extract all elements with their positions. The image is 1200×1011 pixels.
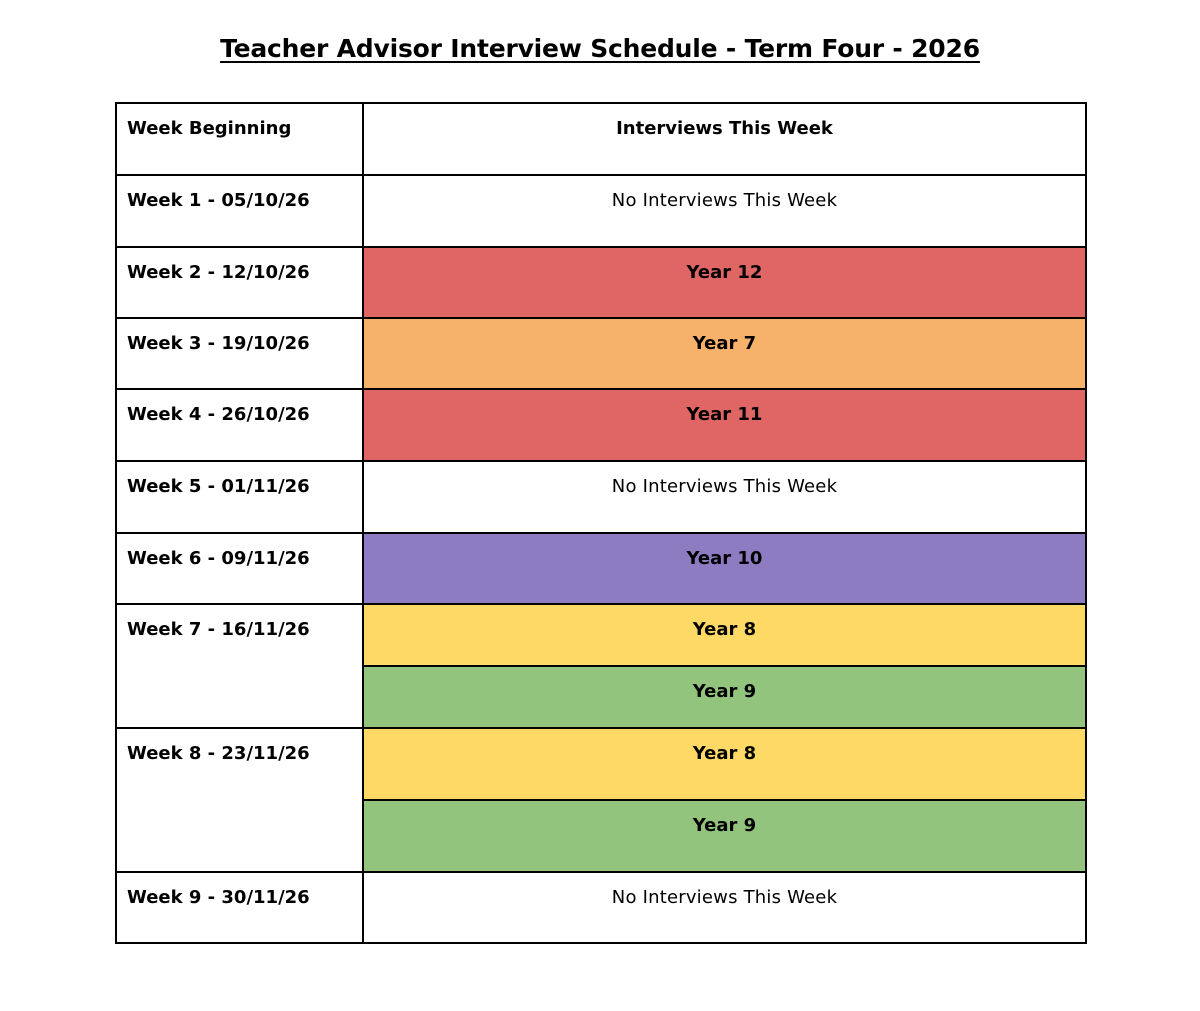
interview-cell: Year 9 <box>363 800 1086 872</box>
week-cell: Week 8 - 23/11/26 <box>116 728 363 872</box>
interview-cell: Year 10 <box>363 533 1086 604</box>
table-row-week-7 <box>116 604 1086 666</box>
week-cell: Week 4 - 26/10/26 <box>116 389 363 461</box>
week-cell: Week 5 - 01/11/26 <box>116 461 363 533</box>
table-row-week-5 <box>116 461 1086 533</box>
table-row-week-9 <box>116 872 1086 943</box>
table-row-week-8 <box>116 728 1086 800</box>
interview-cell: Year 9 <box>363 666 1086 728</box>
table-row-week-2 <box>116 247 1086 318</box>
table-row-week-6 <box>116 533 1086 604</box>
week-cell: Week 6 - 09/11/26 <box>116 533 363 604</box>
week-cell: Week 3 - 19/10/26 <box>116 318 363 389</box>
week-cell: Week 9 - 30/11/26 <box>116 872 363 943</box>
header-week-beginning: Week Beginning <box>116 103 363 175</box>
page-title: Teacher Advisor Interview Schedule - Term Four - 2026 <box>220 34 980 63</box>
interview-cell: Year 12 <box>363 247 1086 318</box>
interview-cell: Year 11 <box>363 389 1086 461</box>
interview-cell: Year 7 <box>363 318 1086 389</box>
table-row-week-3 <box>116 318 1086 389</box>
week-cell: Week 7 - 16/11/26 <box>116 604 363 728</box>
interview-cell: No Interviews This Week <box>363 461 1086 533</box>
week-cell: Week 1 - 05/10/26 <box>116 175 363 247</box>
schedule-table <box>115 102 1087 944</box>
interview-cell: No Interviews This Week <box>363 175 1086 247</box>
interview-cell: Year 8 <box>363 728 1086 800</box>
table-row-week-1 <box>116 175 1086 247</box>
interview-cell: No Interviews This Week <box>363 872 1086 943</box>
interview-cell: Year 8 <box>363 604 1086 666</box>
header-interviews-this-week: Interviews This Week <box>363 103 1086 175</box>
week-cell: Week 2 - 12/10/26 <box>116 247 363 318</box>
table-row-week-4 <box>116 389 1086 461</box>
table-header-row <box>116 103 1086 175</box>
